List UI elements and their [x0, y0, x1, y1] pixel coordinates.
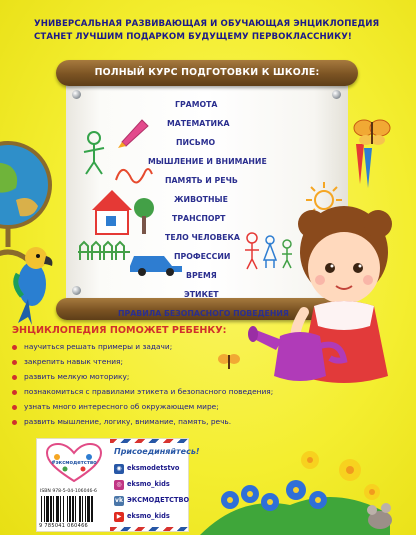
youtube-icon: ▶ — [114, 512, 124, 522]
barcode-stripe — [53, 496, 54, 522]
barcode-stripe — [75, 496, 76, 522]
goal-item: закрепить навык чтения; — [24, 357, 123, 366]
social-link-label: eksmo_kids — [127, 480, 170, 488]
doodle-car-icon — [126, 246, 186, 276]
goal-item: научиться решать примеры и задачи; — [24, 342, 173, 351]
vk-icon: vk — [115, 497, 123, 504]
butterfly-icon — [352, 116, 392, 148]
heart-badge-icon — [45, 443, 103, 483]
social-link-label: eksmo_kids — [127, 512, 170, 520]
topic-item: ГРАМОТА — [175, 100, 218, 109]
girl-illustration — [274, 172, 414, 442]
pin-icon — [72, 286, 81, 295]
watering-can-icon — [250, 316, 360, 396]
airmail-border-top — [110, 439, 188, 443]
social-link-label: eksmodetstvo — [127, 464, 180, 472]
barcode-stripe — [79, 496, 81, 522]
topic-item: ПИСЬМО — [176, 138, 216, 147]
barcode-stripe — [69, 496, 71, 522]
barcode-stripe — [41, 496, 42, 522]
instagram-icon: ◎ — [114, 480, 124, 490]
social-link-youtube[interactable] — [114, 511, 186, 523]
barcode-stripe — [85, 496, 86, 522]
social-link-vk[interactable] — [114, 495, 190, 507]
barcode-stripe — [50, 496, 52, 522]
airmail-border-bottom — [110, 527, 188, 531]
goal-item: познакомиться с правилами этикета и безопасного поведения; — [24, 387, 274, 396]
topic-item: ВРЕМЯ — [186, 271, 217, 280]
barcode-stripe — [91, 496, 93, 522]
topic-item: ПАМЯТЬ И РЕЧЬ — [165, 176, 238, 185]
topic-item: ЖИВОТНЫЕ — [174, 195, 228, 204]
topic-item: МЫШЛЕНИЕ И ВНИМАНИЕ — [148, 157, 267, 166]
scroll-title: ПОЛНЫЙ КУРС ПОДГОТОВКИ К ШКОЛЕ: — [94, 67, 320, 78]
intro-line-1: УНИВЕРСАЛЬНАЯ РАЗВИВАЮЩАЯ И ОБУЧАЮЩАЯ ЭНЦИКЛОПЕДИЯ — [34, 19, 380, 29]
isbn-text: ISBN 978-5-04-106046-6 — [40, 489, 97, 494]
barcode-stripe — [82, 496, 83, 522]
intro-text — [34, 18, 394, 44]
topic-item: ЭТИКЕТ — [184, 290, 219, 299]
doodle-house-icon — [88, 182, 158, 242]
barcode-stripe — [87, 496, 90, 522]
barcode-stripe — [44, 496, 45, 522]
topic-item: ТРАНСПОРТ — [172, 214, 226, 223]
social-link-label: ЭКСМОДЕТСТВО — [127, 496, 190, 504]
help-title: ЭНЦИКЛОПЕДИЯ ПОМОЖЕТ РЕБЕНКУ: — [12, 325, 227, 336]
barcode — [41, 496, 107, 522]
topic-item: ПРАВИЛА БЕЗОПАСНОГО ПОВЕДЕНИЯ — [118, 309, 289, 318]
topic-item: МАТЕМАТИКА — [167, 119, 230, 128]
pin-icon — [72, 90, 81, 99]
social-card — [110, 438, 200, 532]
barcode-card — [36, 438, 112, 532]
barcode-stripe — [67, 496, 68, 522]
barcode-stripe — [72, 496, 74, 522]
topic-item: ТЕЛО ЧЕЛОВЕКА — [165, 233, 240, 242]
doodle-rocket-icon — [116, 112, 156, 152]
goal-item: узнать много интересного об окружающем мире; — [24, 402, 219, 411]
goal-item: развить мелкую моторику; — [24, 372, 130, 381]
barcode-stripe — [60, 496, 61, 522]
flowers-illustration — [200, 430, 390, 535]
social-link-website[interactable] — [114, 463, 186, 475]
globe-icon: ◉ — [114, 464, 124, 474]
goal-item: развить мышление, логику, внимание, память, речь. — [24, 417, 232, 426]
heart-badge-text: #эксмодетство — [51, 460, 97, 466]
barcode-stripe — [56, 496, 59, 522]
butterfly-small-icon — [218, 352, 240, 372]
join-text: Присоединяйтесь! — [114, 447, 200, 456]
pin-icon — [332, 90, 341, 99]
barcode-stripe — [63, 496, 64, 522]
social-link-instagram[interactable] — [114, 479, 186, 491]
topic-item: ПРОФЕССИИ — [174, 252, 231, 261]
barcode-stripe — [46, 496, 49, 522]
barcode-number: 9 785041 060466 — [39, 523, 89, 529]
intro-line-2: СТАНЕТ ЛУЧШИМ ПОДАРКОМ БУДУЩЕМУ ПЕРВОКЛАССНИКУ! — [34, 32, 352, 42]
